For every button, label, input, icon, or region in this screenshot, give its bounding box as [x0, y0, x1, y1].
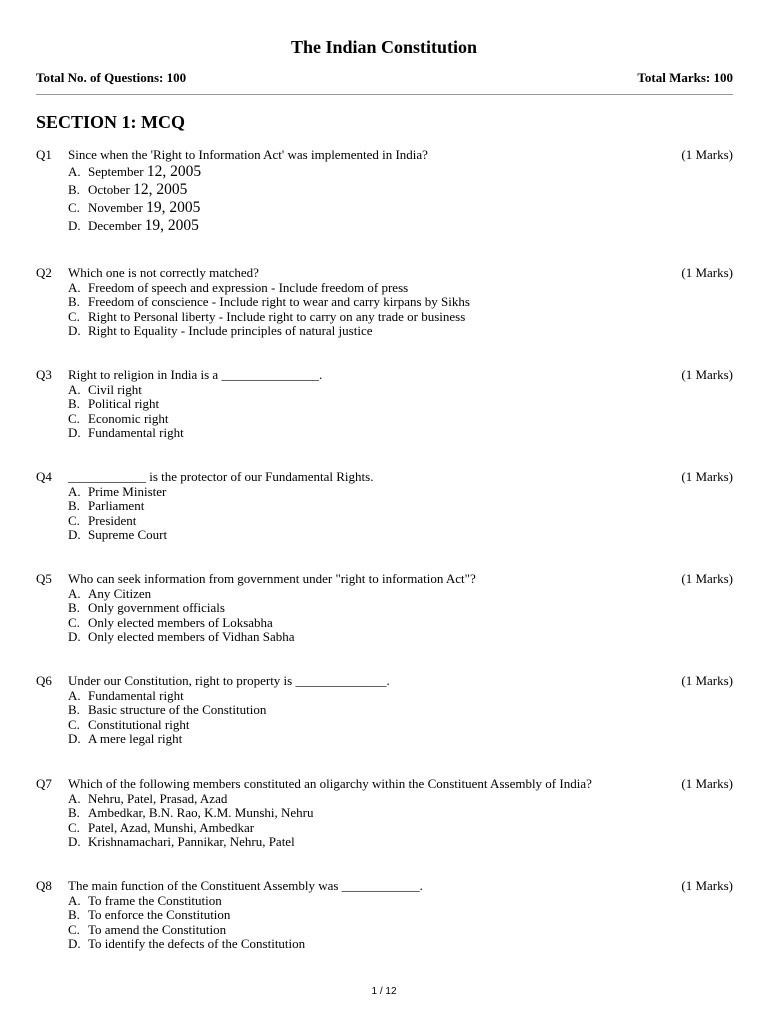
- option-text: Parliament: [88, 498, 145, 514]
- option-letter: C.: [68, 308, 80, 324]
- option-item: [68, 426, 733, 441]
- option-item: [68, 835, 733, 850]
- option-text: Economic right: [88, 410, 169, 426]
- option-text: Fundamental right: [88, 687, 184, 703]
- option-item: [68, 821, 733, 836]
- question-block: [36, 470, 733, 543]
- option-text: Only elected members of Loksabha: [88, 614, 273, 630]
- option-item: [68, 616, 733, 631]
- option-text: Only elected members of Vidhan Sabha: [88, 629, 295, 645]
- option-text: Nehru, Patel, Prasad, Azad: [88, 790, 228, 806]
- question-text: The main function of the Constituent Assembly was ____________.: [68, 878, 423, 893]
- option-item: [68, 689, 733, 704]
- option-item: [68, 499, 733, 514]
- option-item: [68, 324, 733, 339]
- question-text: ____________ is the protector of our Fundamental Rights.: [68, 469, 374, 484]
- option-letter: A.: [68, 687, 81, 703]
- question-number: Q2: [36, 265, 52, 280]
- option-letter: C.: [68, 410, 80, 426]
- question-text: Who can seek information from government under "right to information Act"?: [68, 571, 476, 586]
- option-letter: B.: [68, 600, 80, 616]
- option-text: Krishnamachari, Pannikar, Nehru, Patel: [88, 834, 295, 850]
- option-item: [68, 718, 733, 733]
- option-item: [68, 412, 733, 427]
- option-item: [68, 908, 733, 923]
- question-block: [36, 777, 733, 850]
- option-letter: B.: [68, 805, 80, 821]
- option-text: December 19, 2005: [88, 216, 199, 234]
- option-text: Political right: [88, 396, 160, 412]
- option-letter: B.: [68, 907, 80, 923]
- header-divider: [36, 94, 733, 95]
- option-letter: A.: [68, 790, 81, 806]
- option-letter: D.: [68, 217, 81, 233]
- option-item: [68, 295, 733, 310]
- total-marks: Total Marks: 100: [637, 70, 733, 85]
- option-letter: D.: [68, 936, 81, 952]
- option-text: Supreme Court: [88, 527, 168, 543]
- document-title: The Indian Constitution: [290, 37, 478, 57]
- question-marks: (1 Marks): [681, 878, 733, 893]
- option-item: [68, 923, 733, 938]
- option-letter: A.: [68, 892, 81, 908]
- option-text: To enforce the Constitution: [88, 907, 231, 923]
- option-letter: C.: [68, 819, 80, 835]
- option-item: [68, 485, 733, 500]
- option-letter: C.: [68, 921, 80, 937]
- option-letter: D.: [68, 323, 81, 339]
- question-marks: (1 Marks): [681, 147, 733, 162]
- option-letter: D.: [68, 834, 81, 850]
- option-text: Basic structure of the Constitution: [88, 702, 267, 718]
- option-letter: A.: [68, 279, 81, 295]
- option-item: [68, 281, 733, 296]
- question-block: [36, 368, 733, 441]
- option-item: [68, 806, 733, 821]
- option-item: [68, 181, 733, 199]
- question-marks: (1 Marks): [681, 265, 733, 280]
- question-number: Q8: [36, 878, 52, 893]
- option-text: To frame the Constitution: [88, 892, 222, 908]
- option-letter: B.: [68, 181, 80, 197]
- question-marks: (1 Marks): [681, 673, 733, 688]
- option-text: November 19, 2005: [88, 198, 201, 216]
- total-questions: Total No. of Questions: 100: [36, 70, 187, 85]
- question-block: [36, 674, 733, 747]
- option-text: Right to Personal liberty - Include right to carry on any trade or business: [88, 308, 466, 324]
- option-letter: C.: [68, 614, 80, 630]
- option-list: [68, 485, 733, 543]
- page-number: 1 / 12: [371, 986, 397, 997]
- question-number: Q5: [36, 571, 52, 586]
- option-letter: D.: [68, 629, 81, 645]
- option-item: [68, 894, 733, 909]
- option-text: To amend the Constitution: [88, 921, 227, 937]
- option-letter: D.: [68, 527, 81, 543]
- question-number: Q6: [36, 673, 52, 688]
- option-item: [68, 217, 733, 235]
- option-letter: C.: [68, 716, 80, 732]
- question-marks: (1 Marks): [681, 367, 733, 382]
- option-letter: A.: [68, 381, 81, 397]
- option-list: [68, 281, 733, 339]
- question-block: [36, 879, 733, 952]
- option-item: [68, 937, 733, 952]
- option-list: [68, 894, 733, 952]
- option-text: September 12, 2005: [88, 162, 202, 180]
- option-letter: C.: [68, 512, 80, 528]
- option-letter: B.: [68, 294, 80, 310]
- option-item: [68, 732, 733, 747]
- option-item: [68, 383, 733, 398]
- option-letter: B.: [68, 498, 80, 514]
- option-text: Only government officials: [88, 600, 225, 616]
- option-item: [68, 587, 733, 602]
- question-marks: (1 Marks): [681, 776, 733, 791]
- question-block: [36, 266, 733, 339]
- question-marks: (1 Marks): [681, 571, 733, 586]
- option-list: [68, 383, 733, 441]
- option-text: October 12, 2005: [88, 180, 188, 198]
- option-item: [68, 601, 733, 616]
- question-text: Right to religion in India is a _______________.: [68, 367, 323, 382]
- question-text: Since when the 'Right to Information Act' was implemented in India?: [68, 147, 428, 162]
- document-meta: [36, 70, 733, 86]
- option-text: A mere legal right: [88, 731, 183, 747]
- option-item: [68, 630, 733, 645]
- option-letter: A.: [68, 483, 81, 499]
- question-number: Q1: [36, 147, 52, 162]
- question-number: Q7: [36, 776, 52, 791]
- option-text: Right to Equality - Include principles of natural justice: [88, 323, 373, 339]
- option-list: [68, 163, 733, 235]
- option-letter: C.: [68, 199, 80, 215]
- option-list: [68, 792, 733, 850]
- question-block: [36, 148, 733, 235]
- option-text: Any Citizen: [88, 585, 152, 601]
- option-text: Constitutional right: [88, 716, 190, 732]
- option-item: [68, 199, 733, 217]
- option-letter: D.: [68, 731, 81, 747]
- question-text: Which of the following members constituted an oligarchy within the Constituent Assembly of India?: [68, 776, 592, 791]
- question-block: [36, 572, 733, 645]
- option-text: Ambedkar, B.N. Rao, K.M. Munshi, Nehru: [88, 805, 314, 821]
- option-text: Freedom of speech and expression - Include freedom of press: [88, 279, 409, 295]
- option-text: Fundamental right: [88, 425, 184, 441]
- option-item: [68, 528, 733, 543]
- option-letter: A.: [68, 163, 81, 179]
- option-text: Freedom of conscience - Include right to wear and carry kirpans by Sikhs: [88, 294, 470, 310]
- question-number: Q3: [36, 367, 52, 382]
- option-text: Civil right: [88, 381, 142, 397]
- option-text: Patel, Azad, Munshi, Ambedkar: [88, 819, 255, 835]
- option-text: President: [88, 512, 137, 528]
- section-title: SECTION 1: MCQ: [36, 112, 186, 132]
- option-text: To identify the defects of the Constitution: [88, 936, 306, 952]
- option-letter: D.: [68, 425, 81, 441]
- option-letter: B.: [68, 702, 80, 718]
- option-item: [68, 792, 733, 807]
- question-number: Q4: [36, 469, 52, 484]
- option-list: [68, 587, 733, 645]
- option-text: Prime Minister: [88, 483, 167, 499]
- question-marks: (1 Marks): [681, 469, 733, 484]
- question-text: Under our Constitution, right to property is ______________.: [68, 673, 390, 688]
- option-list: [68, 689, 733, 747]
- option-item: [68, 163, 733, 181]
- option-item: [68, 397, 733, 412]
- question-text: Which one is not correctly matched?: [68, 265, 259, 280]
- option-item: [68, 703, 733, 718]
- option-letter: B.: [68, 396, 80, 412]
- option-item: [68, 310, 733, 325]
- option-letter: A.: [68, 585, 81, 601]
- option-item: [68, 514, 733, 529]
